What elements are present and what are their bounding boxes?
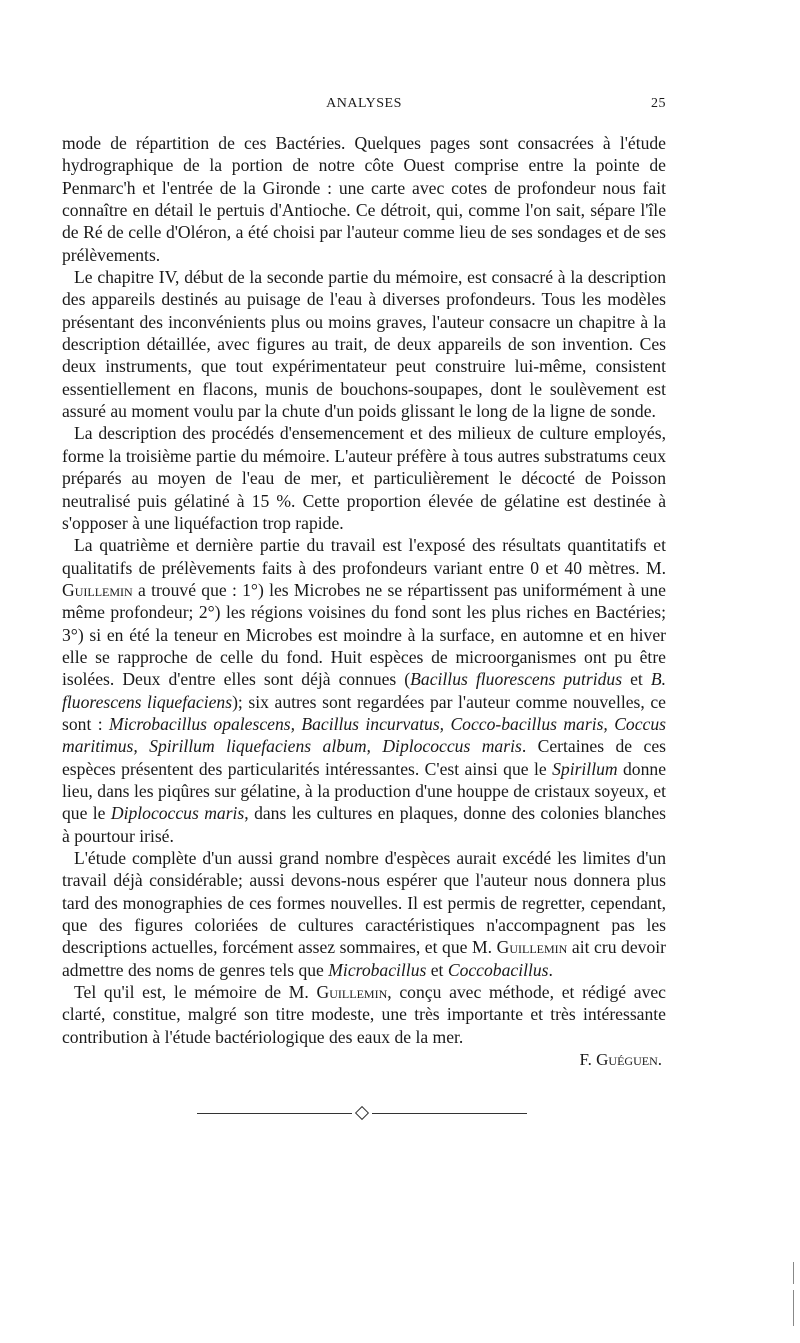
- running-head: [62, 96, 666, 118]
- page-number: 25: [651, 96, 666, 111]
- paragraph-5: [62, 847, 666, 981]
- page: [62, 96, 666, 1071]
- genus-name: Microbacillus: [328, 959, 427, 980]
- signature-surname: Guéguen.: [596, 1050, 662, 1070]
- scan-edge-mark: [793, 1290, 794, 1326]
- paragraph-2: Le chapitre IV, début de la seconde partie du mémoire, est consacré à la description des appareils destinés au puisage de l'eau à diverses profondeurs. Tous les modèles présentant des inconvénients plus ou moins graves, l'auteur consacre un chapitre à la description détaillée, avec figures au trait, de deux appareils de son invention. Ces deux instruments, que tout expérimentateur peut construire lui-même, consistent essentiellement en flacons, munis de bouchons-soupapes, dont le soulèvement est assuré au moment voulu par la chute d'un poids glissant le long de la ligne de sonde.: [62, 267, 666, 422]
- author-name: Guillemin: [496, 937, 568, 958]
- text-span: et: [622, 669, 651, 690]
- author-name: Guillemin: [62, 579, 133, 600]
- paragraph-6: [62, 981, 666, 1048]
- divider-line-right: [372, 1113, 527, 1114]
- signature-initial: F.: [579, 1050, 597, 1070]
- text-span: et: [426, 959, 448, 980]
- signature: [62, 1049, 666, 1071]
- text-span: , dans les cultures en plaques, donne des colonies blanches à pourtour irisé.: [62, 803, 666, 846]
- running-title: ANALYSES: [326, 96, 402, 111]
- text-span: ait cru devoir admettre des noms de genres tels que: [62, 937, 666, 980]
- author-name: Guillemin: [316, 982, 388, 1003]
- divider-line-left: [197, 1113, 352, 1114]
- text-span: Tel qu'il est, le mémoire de M.: [74, 982, 317, 1003]
- text-span: La quatrième et dernière partie du travail est l'exposé des résultats quantitatifs et qualitatifs de prélèvements faits à des profondeurs variant entre 0 et 40 mètres. M.: [62, 535, 666, 578]
- species-name: Spirillum: [552, 758, 618, 779]
- species-name: Bacillus fluorescens putridus: [410, 669, 623, 690]
- scan-edge-mark: [793, 1262, 794, 1284]
- species-name: B. fluorescens liquefaciens: [62, 669, 666, 712]
- text-span: , conçu avec méthode, et rédigé avec clarté, constitue, malgré son titre modeste, une très importante et très intéressante contribution à l'étude bactériologique des eaux de la mer.: [62, 982, 666, 1047]
- diamond-ornament-icon: [355, 1106, 369, 1120]
- text-span: donne lieu, dans les piqûres sur gélatine, à la production d'une houppe de cristaux soyeux, et que le: [62, 758, 667, 824]
- species-list: Microbacillus opalescens, Bacillus incurvatus, Cocco-bacillus maris, Coccus maritimus, Spirillum liquefaciens album, Diplococcus maris: [62, 713, 666, 757]
- species-name: Diplococcus maris: [110, 803, 245, 824]
- paragraph-4: [62, 534, 666, 847]
- section-divider: [197, 1108, 527, 1118]
- paragraph-1: mode de répartition de ces Bactéries. Quelques pages sont consacrées à l'étude hydrographique de la portion de notre côte Ouest comprise entre la pointe de Penmarc'h et l'entrée de la Gironde : une carte avec cotes de profondeur nous fait connaître en détail le pertuis d'Antioche. Ce détroit, qui, comme l'on sait, sépare l'île de Ré de celle d'Oléron, a été choisi par l'auteur comme lieu de ses sondages et de ses prélèvements.: [62, 133, 666, 265]
- text-span: ); six autres sont regardées par l'auteur comme nouvelles, ce sont :: [62, 691, 666, 734]
- text-span: .: [548, 959, 553, 980]
- text-span: L'étude complète d'un aussi grand nombre d'espèces aurait excédé les limites d'un travail déjà considérable; aussi devons-nous espérer que l'auteur nous donnera plus tard des monographies de ces formes nouvelles. Il est permis de regretter, cependant, que des figures coloriées de cultures caractéristiques n'accompagnent pas les descriptions actuelles, forcément assez sommaires, et que M.: [62, 848, 666, 958]
- text-span: . Certaines de ces espèces présentent des particularités intéressantes. C'est ainsi que le: [62, 736, 666, 779]
- paragraph-3: La description des procédés d'ensemencement et des milieux de culture employés, forme la troisième partie du mémoire. L'auteur préfère à tous autres substratums ceux préparés au moyen de l'eau de mer, et particulièrement le décocté de Poisson neutralisé puis gélatiné à 15 %. Cette proportion élevée de gélatine est destinée à s'opposer à une liquéfaction trop rapide.: [62, 423, 666, 533]
- text-span: a trouvé que : 1°) les Microbes ne se répartissent pas uniformément à une même profondeur; 2°) les régions voisines du fond sont les plus riches en Bactéries; 3°) si en été la teneur en Microbes est moindre à la surface, en automne et en hiver elle se rapproche de celle du fond. Huit espèces de microorganismes ont pu être isolées. Deux d'entre elles sont déjà connues (: [62, 579, 666, 690]
- article-body: [62, 132, 666, 1071]
- genus-name: Coccobacillus: [447, 959, 549, 980]
